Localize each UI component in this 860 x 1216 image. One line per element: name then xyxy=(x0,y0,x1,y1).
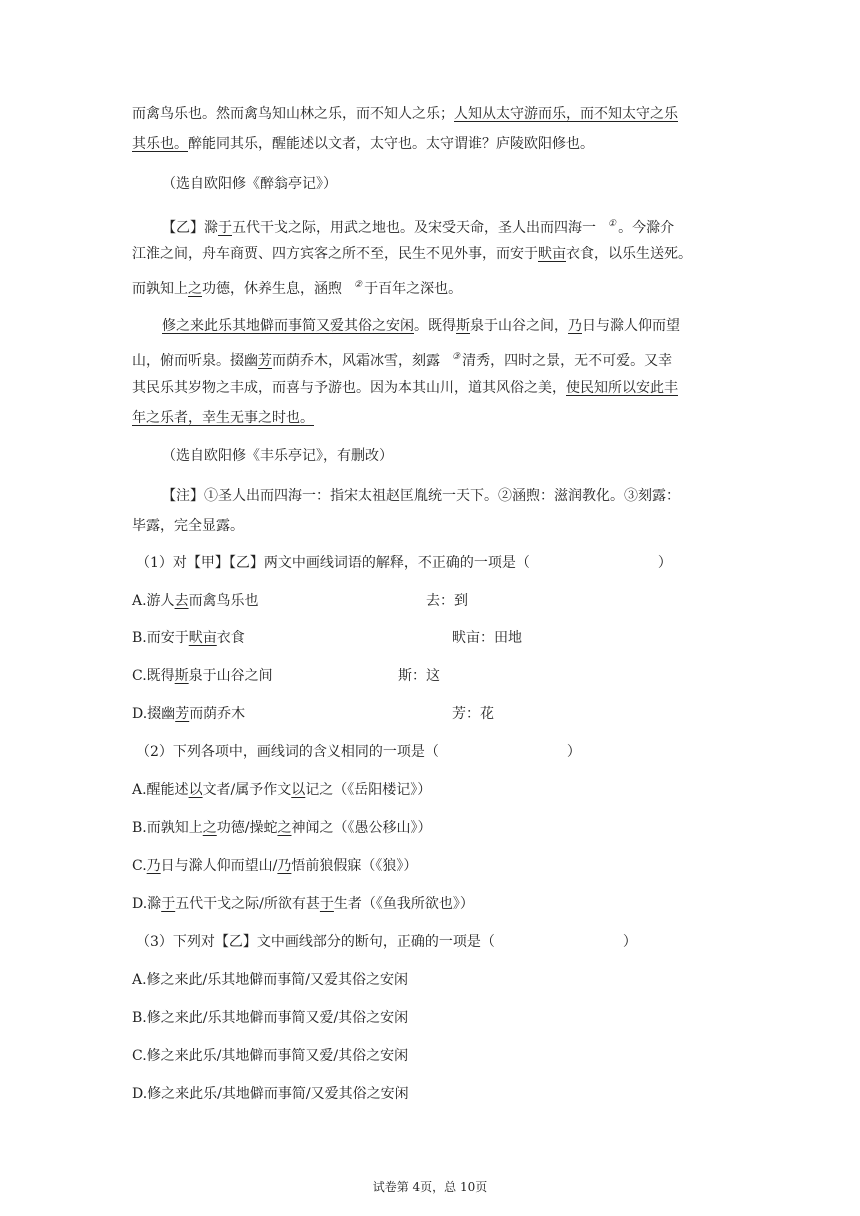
q3-stem xyxy=(136,932,637,952)
text: 衣食，以乐生送死。 xyxy=(566,246,692,262)
q1-option-c-gloss: 斯：这 xyxy=(398,668,440,684)
underlined-text: 乃 xyxy=(568,318,582,334)
text: 五代干戈之际/所欲有甚 xyxy=(175,896,320,912)
underlined-text: 畎亩 xyxy=(538,246,566,262)
text: 泉于山谷之间 xyxy=(188,668,273,684)
yi-p1-line-3 xyxy=(132,275,462,299)
question-text: （1）对【甲】【乙】两文中画线词语的解释，不正确的一项是（ xyxy=(136,555,530,571)
text: 记之（《岳阳楼记》） xyxy=(305,782,432,798)
q1-option-a-gloss: 去：到 xyxy=(426,593,468,609)
q3-option-c[interactable]: C.修之来此乐/其地僻而事简又爱/其俗之安闲 xyxy=(132,1048,409,1064)
footnote-marker: ② xyxy=(354,280,363,290)
underlined-text: 于 xyxy=(161,896,176,912)
underlined-text: 乃 xyxy=(277,858,292,874)
jia-text-line-1 xyxy=(132,104,678,124)
text: 而荫乔木 xyxy=(189,706,246,722)
footnote-marker: ③ xyxy=(452,352,461,362)
text: 山，俯而听泉。掇幽 xyxy=(132,353,258,369)
text: A.醒能述 xyxy=(132,782,189,798)
underlined-text: 去 xyxy=(174,593,189,609)
text: 五代干戈之际，用武之地也。及宋受天命，圣人出而四海一 xyxy=(232,220,596,236)
q1-option-c[interactable] xyxy=(132,666,273,686)
footnote-marker: ① xyxy=(608,219,617,229)
paren-close: ） xyxy=(657,555,672,571)
yi-p1-line-2 xyxy=(132,244,692,264)
text: 悟前狼假寐（《狼》） xyxy=(291,858,418,874)
text: 江淮之间，舟车商贾、四方宾客之所不至，民生不见外事，而安于 xyxy=(132,246,538,262)
text: 衣食 xyxy=(216,630,245,646)
q2-option-a[interactable] xyxy=(132,780,431,800)
text: 【乙】滁 xyxy=(162,220,218,236)
yi-p1-line-1 xyxy=(162,214,674,238)
underlined-text: 畎亩 xyxy=(188,630,217,646)
q1-option-d-gloss: 芳：花 xyxy=(452,706,494,722)
text: 而荫乔木，风霜冰雪，刻露 xyxy=(272,353,440,369)
yi-p2-line-1 xyxy=(162,316,680,336)
text: 文者/属予作文 xyxy=(202,782,292,798)
question-text: （2）下列各项中，画线词的含义相同的一项是（ xyxy=(136,744,439,760)
q1-option-b[interactable] xyxy=(132,628,245,648)
underlined-text: 斯 xyxy=(456,318,470,334)
question-text: （3）下列对【乙】文中画线部分的断句，正确的一项是（ xyxy=(136,934,495,950)
source-jia: （选自欧阳修《醉翁亭记》） xyxy=(162,176,337,192)
underlined-text: 之 xyxy=(188,281,202,297)
q1-option-d[interactable] xyxy=(132,704,245,724)
underlined-text: 以 xyxy=(291,782,306,798)
underlined-text: 芳 xyxy=(258,353,272,369)
text: 日与滁人仰而望山/ xyxy=(160,858,278,874)
underlined-text: 以 xyxy=(188,782,203,798)
q2-option-b[interactable] xyxy=(132,818,431,838)
page-footer: 试卷第 4页，总 10页 xyxy=(372,1180,488,1194)
q3-option-b[interactable]: B.修之来此/乐其地僻而事简又爱/其俗之安闲 xyxy=(132,1010,409,1026)
yi-p2-line-3 xyxy=(132,378,678,398)
notes-line-2: 毕露，完全显露。 xyxy=(132,518,244,534)
q1-option-a[interactable] xyxy=(132,591,259,611)
q2-option-d[interactable] xyxy=(132,894,474,914)
text: 其民乐其岁物之丰成，而喜与予游也。因为本其山川，道其风俗之美， xyxy=(132,380,566,396)
underlined-text: 于 xyxy=(218,220,232,236)
text: A.游人 xyxy=(132,593,175,609)
underlined-text: 之 xyxy=(277,820,292,836)
underlined-text: 其乐也。 xyxy=(132,136,188,152)
text: 。今滁介 xyxy=(618,220,675,236)
text: B.而孰知上 xyxy=(132,820,203,836)
q2-option-c[interactable] xyxy=(132,856,417,876)
text: 功德/操蛇 xyxy=(216,820,278,836)
text: B.而安于 xyxy=(132,630,189,646)
source-yi: （选自欧阳修《丰乐亭记》，有删改） xyxy=(162,448,393,464)
underlined-text: 于 xyxy=(319,896,334,912)
underlined-text: 人知从太守游而乐，而不知太守之乐 xyxy=(454,106,678,122)
q1-stem xyxy=(136,553,672,573)
text: 神闻之（《愚公移山》） xyxy=(291,820,432,836)
text: 而禽鸟乐也 xyxy=(188,593,259,609)
paren-close: ） xyxy=(566,744,581,760)
text: 于百年之深也。 xyxy=(364,281,463,297)
text: D.滁 xyxy=(132,896,162,912)
text: 而禽鸟乐也。然而禽鸟知山林之乐，而不知人之乐； xyxy=(132,106,454,122)
text: C. xyxy=(132,858,147,874)
q2-stem xyxy=(136,742,581,762)
text: C.既得 xyxy=(132,668,175,684)
jia-text-line-2 xyxy=(132,134,594,154)
yi-p2-line-4 xyxy=(132,408,314,428)
q1-option-b-gloss: 畎亩：田地 xyxy=(452,630,522,646)
q3-option-a[interactable]: A.修之来此/乐其地僻而事简/又爱其俗之安闲 xyxy=(132,972,408,988)
text: 。既得 xyxy=(414,318,456,334)
underlined-text: 修之来此乐其地僻而事简又爱其俗之安闲 xyxy=(162,318,414,334)
text: 清秀，四时之景，无不可爱。又幸 xyxy=(462,353,673,369)
underlined-text: 使民知所以安此丰 xyxy=(566,380,678,396)
text: 日与滁人仰而望 xyxy=(582,318,680,334)
text: 泉于山谷之间， xyxy=(470,318,568,334)
text: 而孰知上 xyxy=(132,281,188,297)
underlined-text: 芳 xyxy=(175,706,190,722)
q3-option-d[interactable]: D.修之来此乐/其地僻而事简/又爱其俗之安闲 xyxy=(132,1086,409,1102)
underlined-text: 斯 xyxy=(174,668,189,684)
text: 醉能同其乐，醒能述以文者，太守也。太守谓谁？庐陵欧阳修也。 xyxy=(188,136,594,152)
notes-line-1: 【注】①圣人出而四海一：指宋太祖赵匡胤统一天下。②涵煦：滋润教化。③刻露： xyxy=(162,488,680,504)
yi-p2-line-2 xyxy=(132,347,672,371)
underlined-text: 年之乐者，幸生无事之时也。 xyxy=(132,410,314,426)
paren-close: ） xyxy=(622,934,637,950)
text: 生者（《鱼我所欲也》） xyxy=(333,896,474,912)
text: D.掇幽 xyxy=(132,706,176,722)
text: 功德，休养生息，涵煦 xyxy=(202,281,342,297)
underlined-text: 之 xyxy=(202,820,217,836)
underlined-text: 乃 xyxy=(146,858,161,874)
